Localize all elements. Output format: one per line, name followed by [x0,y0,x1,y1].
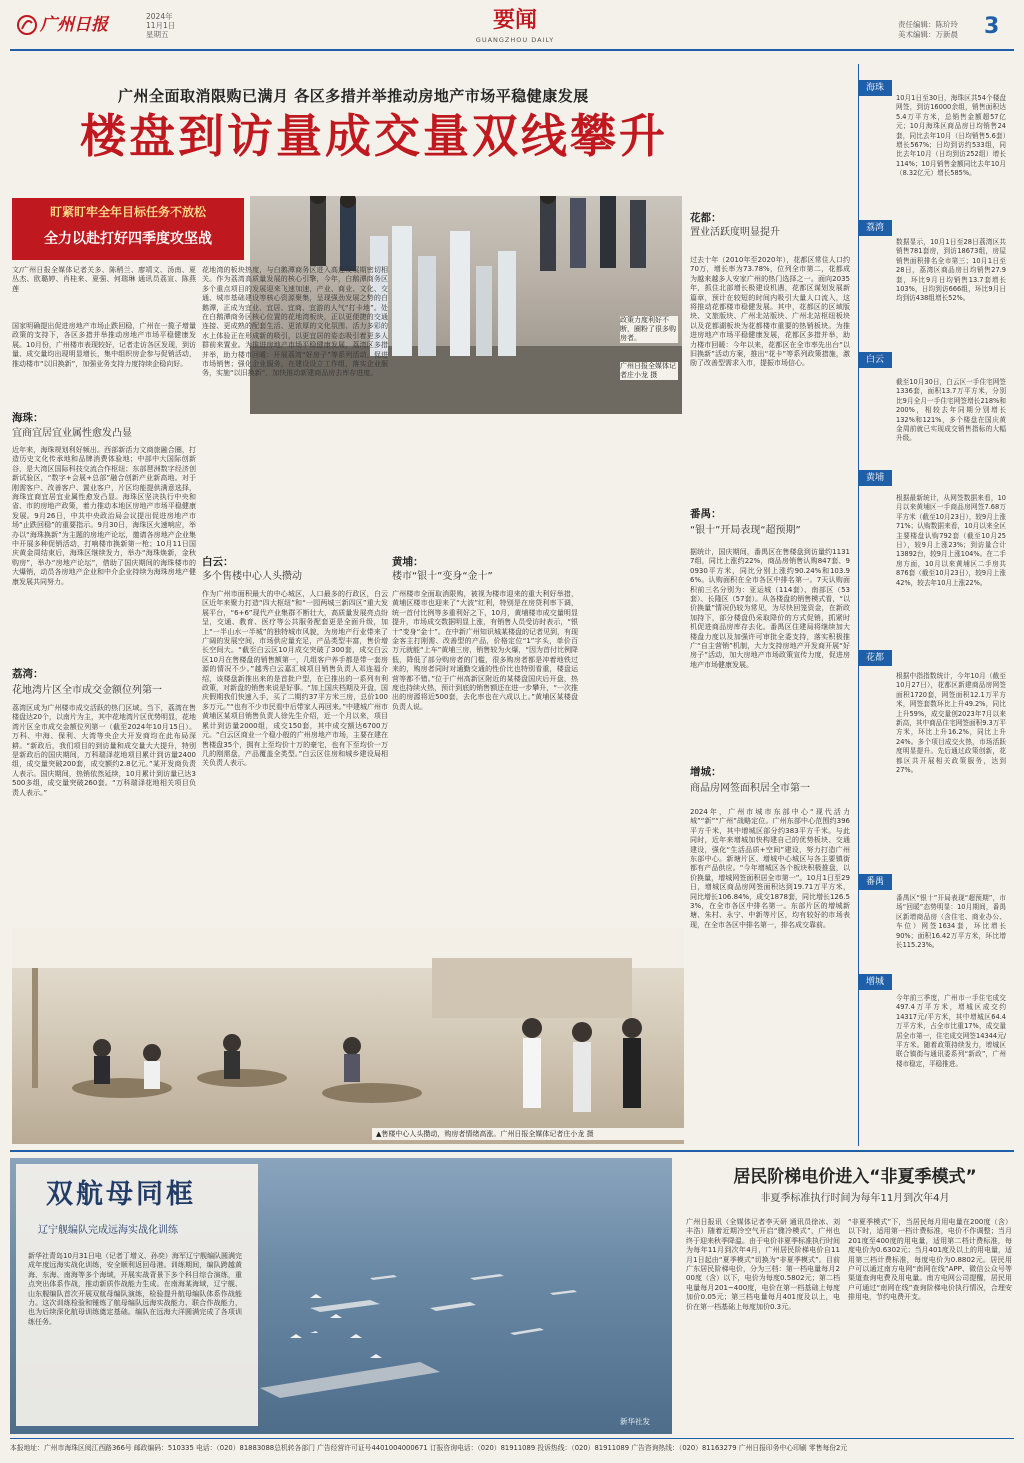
issue-date [146,12,175,39]
carrier-subtitle: 辽宁舰编队完成远海实战化训练 [38,1225,178,1236]
section-body-liwan: 荔湾区成为广州楼市成交活跃的热门区域。当下，荔湾在售楼盘达20个，以南片为主，其中花地湾片区优势明显，花地湾片区全市成交金额位列第一（截至2024年10月15日）。万科、中海、保利、大湾等央企大开发商均在此布局深耕。“新政后，我们项目的到访量和成交量大大提升，特别是新政后的国庆期间，万科瑞泽花地项目累计到访量2400组，成交量突破200套，成交额约2.8亿元。”某开发商负责人表示。国庆期间，热销依然延续，10月累计到访量已达3500多组，成交量突破260套。“万科瑞泽花地相关项目负责人表示。” [12,704,196,797]
sidebar-item-panyu [858,874,1006,964]
footer-info: 本报地址：广州市海珠区阅江西路366号 邮政编码：510335 电话：（020）81883088总机转各部门 广告经营许可证号4401004000671 订报咨询电话：（020）81911089 投诉热线：（020）81911089 广告咨询热线：（020）81163279 广州日报印务中心印刷 零售每份2元 [10,1444,848,1452]
sidebar-item-zengcheng [858,974,1006,1144]
banner-line-1: 盯紧盯牢全年目标任务不放松 [49,205,206,219]
sales-center-illustration [12,928,684,1144]
section-body-huadu: 过去十年（2010年至2020年），花都区常住人口约70万，增长率为73.78%，位列全市第二，花都成为越来越多人安家广州的热门选择之一。面向2035年，抓住北部增长极建设机遇，花都区谋划发展新篇章，预计在较短的时间内吸引大量人口流入，这将推动花都楼市稳健发展。其中，花都区的区域版块、文旅版块、广州北站版块、广州北站枢纽板块以及花都湖板块为花都楼市重要的热销板块。为推进房地产市场平稳健康发展，花都区多措并举，助力楼市回暖：今年以来，花都区在全市率先出台“以旧换新”活动方案，推出“花卡”等系列政策措施，激励了改善型需求入市，提振市场信心。 [690,256,850,368]
sidebar-text-panyu: 番禺区“银十”开局表现“超预期”，市场“回暖”态势明显：10月期间，番禺区新增商品房（含住宅、商业办公、车位）网签1634套，环比增长90%；面积16.42万平方米，环比增长115.23%。 [896,894,1006,950]
sidebar-tag-liwan: 荔湾 [858,220,892,236]
photo-caption-sales-center: ▲售楼中心人头攒动，购房者情绪高涨。广州日报全媒体记者庄小龙 摄 [372,1128,684,1140]
date-week: 星期五 [146,30,169,39]
sidebar-text-huadu: 根据中指指数统计，今年10月（截至10月27日），花都区新建商品房网签面积1720套，网签面积12.1万平方米，网签套数环比上升49.2%，同比上升59%，成交量创2023年7月以来新高，其中商品住宅网签面积9.3万平方米，环比上升16.2%，同比上升24%。多个项目成交火热，市场活跃度明显提升。先后通过政策创新，花都区共开展相关政策服务，达到27%。 [896,672,1006,775]
power-body-2: “非夏季模式”下，当居民每月用电量在200度（含）以下时，适用第一档计费标准，电价不作调整；当月201度至400度的用电量，适用第二档计费标准，每度电价为0.6302元；当月401度及以上的用电量，适用第三档计费标准，每度电价为0.8802元。居民用户可以通过南方电网“南网在线”APP、微信公众号等渠道查询电费及用电量。南方电网公司提醒，居民用户可通过“南网在线”查询阶梯电价执行情况，合理安排用电，节约电费开支。 [848,1218,1012,1302]
photo-credit-top: 广州日报全媒体记者庄小龙 摄 [620,362,676,379]
power-title: 居民阶梯电价进入“非夏季模式” [733,1167,977,1187]
logo [16,14,126,36]
designer-credit: 美术编辑：万新晨 [898,30,958,39]
sidebar-item-haizhu [858,72,1006,212]
lead-headline: 楼盘到访量成交量双线攀升 [80,109,668,163]
campaign-banner [12,198,244,260]
carrier-text-panel [16,1164,258,1426]
banner-line-2: 全力以赴打好四季度攻坚战 [44,231,212,247]
sidebar-text-haizhu: 10月1日至30日，海珠区共54个楼盘网签，到访16000余组，销售面积达5.4万平方米，总销售金额超57亿元；10月海珠区商品房日均销售24套，同比去年10月（日均销售5.6套）增长567%；日均到访约533组，同比去年10月（日均到访252组）增长114%；10月销售金额同比去年10月（8.32亿元）增长585%。 [896,94,1006,178]
section-district-liwan: 荔湾： [12,668,44,680]
photo-sales-center [12,928,684,1144]
sidebar-text-baiyun: 截至10月30日，白云区一手住宅网签1336套，面积13.7万平方米，分别比9月全月一手住宅网签增长218%和200%，相较去年同期分别增长132%和121%，多个楼盘在国庆黄金周前就已实现成交销售指标的大幅升级。 [896,378,1006,443]
section-body-liwan-cont: 花地湾的板块热度，与白鹅潭商务区进入高速发展期密切相关。作为荔湾高质量发展的核心引擎，今年，白鹅潭商务区多个重点项目的发展迎来飞速加速，产业、商业、文化、交通、城市基础建设等核心资源聚集，呈现强劲发展之势的白鹅潭，正成为宜业、宜居、宜商、宜游的人气“打卡地”。处在白鹅潭商务区核心位置的花地湾板块，正以更便捷的交通连接、更成熟的配套生活、更浓厚的文化氛围、活力多彩的水上体验正在形成新的吸引，以更宜居的姿态吸引着更多人群前来置业。为推进房地产市场平稳健康发展，荔湾区多措并举，助力楼市回暖：开展荔湾“好房子”等系列活动，促进市场销售；强化企业服务，在建设设立工作组，落实企业服务，实施“以旧换新”，加快推动新建商品房去库存进度。 [202,266,388,378]
lead-kicker: 广州全面取消限购已满月 各区多措并举推动房地产市场平稳健康发展 [118,87,589,105]
sidebar-tag-panyu: 番禺 [858,874,892,890]
section-title-baiyun: 多个售楼中心人头攒动 [202,571,302,582]
carrier-title: 双航母同框 [46,1179,196,1210]
section-body-haizhu: 近年来，海珠规划利好频出。西部新活力文商旅融合圈，打造历史文化传承地和品牌消费体验地；中部中大国际创新谷，是大湾区国际科技交流合作枢纽；东部琶洲数字经济创新试验区，“数字+会展+总部”融合创新产业新高地。对于刚需客户、改善客户、置业客户，片区均能提供满意选择，海珠宜商宜居宜业属性愈发凸显。海珠区坚决执行中央和省、市的房地产政策，着力推动本地区房地产市场平稳健康发展。9月26日，中共中央政治局会议提出促进房地产市场“止跌回稳”的重要指示。9月30日，海珠区火速响应，举办以“海珠换新”为主题的房地产论坛，邀请各房地产企业集中开展多种促销活动，打响楼市换新第一枪；10月11日国庆黄金周结束后，海珠区继续发力，举办“海珠焕新，金秋购房”，举办“房地产论坛”，借助了国庆期间的海珠楼市的大爆销，动员各房地产企业和中介企业持续为海珠房地产健康发展共同努力。 [12,446,196,586]
section-district-huadu: 花都： [690,212,722,224]
sidebar-item-huangpu [858,470,1006,640]
carrier-body: 新华社青岛10月31日电（记者丁增义、孙奕）海军辽宁舰编队圆满完成年度远海实战化训练，安全顺利返回母港。训练期间，编队跨越黄海、东海、南海等多个海域，开展实战背景下多个科目综合演练，重点突出体系作战，推动新质作战能力生成。在南海某海域，辽宁舰、山东舰编队首次开展双航母编队演练，检验提升航母编队体系作战能力。这次训练检验和锤炼了航母编队远海实战能力、联合作战能力，也为后续深化航母训练奠定基础。编队在远海大洋圆满完成了各项训练任务。 [28,1252,242,1326]
sidebar-item-huadu [858,650,1006,820]
carrier-photo-credit: 新华社发 [620,1417,650,1426]
section-body-panyu: 据统计，国庆期间，番禺区在售楼盘到访量约11317组，同比上涨约22%，商品房销售认购847套、90930平方米，同比分别上涨约90.24%和103.96%。认购面积在全市各区中排名第一。7天认购面积前三名分别为：亚运城（114套）、南部区（53套）、长隆区（57套）。从各楼盘的销售模式看，“以价换量”情况仍较为常见，为尽快回笼资金，在新政加持下，部分楼盘仍采取降价的方式促销，抓紧时机促进商品房库存去化。番禺区住建局将继续加大楼盘力度以及加强许可审批全委支持，落实积极推广“自主营销”机制，大力支持房地产开发商开展“好房子”活动，加大房地产市场政策宣传力度，促进房地产市场健康发展。 [690,548,850,669]
sidebar-tag-huangpu: 黄埔 [858,470,892,486]
section-district-panyu: 番禺： [690,508,722,520]
page-number: 3 [984,14,1000,39]
photo-note-top: 政策力度利好不断，圈粉了很多购房者。 [620,316,676,342]
lead-intro: 国家明确提出促进房地产市场止跌回稳，广州在一揽子增量政策的支持下，各区多措并举推动房地产市场平稳健康发展。10月份，广州楼市表现较好，记者走访各区发现，到访量、成交量均出现明显增长，集中组织房企参与促销活动，推动楼市“以旧换新”，加强业务支持力度持续企稳向好。 [12,322,196,368]
sidebar-tag-huadu: 花都 [858,650,892,666]
section-body-huangpu: 广州楼市全面取消限购，被视为楼市迎来的重大利好举措，黄埔区楼市也迎来了“大波”红利，特别是在房贷利率下调，统一首付比例等多重利好之下，10月，黄埔楼市成交量明显提升，市场成交数据明显上涨，有销售人员受访时表示，“银十”变身“金十”。在中新广州知识城某楼盘的记者见到，有现金客主打刚需、改善型的产品，价格定位“1”字头，单价百万元就能“上车”黄埔三房，销售较为火爆，“因为首付比例降低，降低了部分购房者的门槛，很多购房者都是冲着地铁过来的，购房者同时对通勤交通的性价比也特别看重，楼盘运营等都不错。”位于广州高新区附近的某楼盘国庆后开盘，热度也持续火热，预计到底的销售额还在进一步攀升，“一次推出的房源将近500套，去化率也在六成以上。”黄埔区某楼盘负责人说。 [392,590,578,711]
section-divider [10,1150,1014,1152]
section-district-baiyun: 白云： [202,556,234,568]
masthead-rule [10,49,1014,51]
section-district-huangpu: 黄埔： [392,556,424,568]
section-title-huadu: 置业活跃度明显提升 [690,227,780,238]
lead-byline: 文/广州日报全媒体记者关多、陈稍兰、廖靖文、汤南、夏丛杰、欧璐婷、肖桂来、夏强、何瑞琳 通讯员荔宣、陈燕莲 [12,266,196,293]
section-body-baiyun: 作为广州市面积最大的中心城区，人口最多的行政区，白云区近年来聚力打造“四大枢纽”和“一园两城三新四区”重大发展平台，“6+6”现代产业集群不断壮大，高质量发展亮点纷呈，交通、教育、医疗等公共服务配套更是全面升级，加上“一半山水一半城”的独特城市风貌，为房地产行业带来了广阔的发展空间，市场供应量充足，产品类型丰富，售价增长空间大。“截至白云区10月成交突破了300套，成交白云区10月在售楼盘的销售额第一，几组客户养手都是带一套房源的情况不少。”越秀白云嘉汇城项目销售负责人邓连福介绍，该楼盘新推出来的是首批户型，在已推出的一系列有利政策，对新盘的销售来说是好事。“加上国庆档期及开盘，国庆假期我们快速入手，买了二期约37平方米三房，总价100多万元。”“也有不少市民看中后带家人再回来。”中建城广州市黄埔区某项目销售负责人徐先生介绍，近一个月以来，项目累计到访量2000组，成交150套，其中成交额达6700万元。“白云区商业一个稳小般的广州房地产市场，主要在建在售楼盘35个，拥有上至均价十万的豪宅，也有下至均价一万几的刚需盘，产品覆盖全类型。”白云区住房和城乡建设局相关负责人表示。 [202,590,388,768]
section-title-panyu: “银十”开局表现“超预期” [690,525,801,536]
logo-emblem-icon [16,14,38,36]
power-body-1: 广州日报讯（全媒体记者李天研 通讯员徐冰、刘丰浩）随着近期冷空气开启“骤冷模式”，广州也终于迎来秋季降温。由于电价非夏季标准执行时间为每年11月到次年4月，广州居民阶梯电价自11月1日起由“夏季模式”切换为“非夏季模式”。目前广东居民阶梯电价，分为三档：第一档电量每月200度（含）以下，电价为每度0.5802元；第二档电量每月201~400度，电价在第一档基础上每度加价0.05元；第三档电量每月401度及以上，电价在第一档基础上每度加价0.3元。 [686,1218,840,1311]
section-name-en: GUANGZHOU DAILY [475,36,555,44]
masthead [0,0,1024,52]
sidebar-text-liwan: 数据显示，10月1日至28日荔湾区共销售781套房，到访18673组，房屋销售面积排名全市第三；10月1日至28日，荔湾区商品房日均销售27.9套，环比9月日均销售13.7套增长103%，日均到访666组，环比9月日均到访438组增长52%。 [896,238,1006,303]
sidebar-item-baiyun [858,352,1006,472]
section-title-haizhu: 宜商宜居宜业属性愈发凸显 [12,428,132,439]
logo-text: 广州日报 [40,15,108,35]
section-title-huangpu: 楼市“银十”变身“金十” [392,571,493,582]
sidebar-tag-baiyun: 白云 [858,352,892,368]
section-name: 要闻 [492,7,537,33]
section-title-liwan: 花地湾片区全市成交金额位列第一 [12,685,162,696]
footer-rule [10,1438,1014,1439]
date-year: 2024年 [146,12,173,21]
section-district-zengcheng: 增城： [690,766,722,778]
sidebar-tag-haizhu: 海珠 [858,80,892,96]
editor-credit: 责任编辑：陈玠玲 [898,20,958,29]
editor-credits [898,20,958,40]
sidebar-item-liwan [858,220,1006,360]
section-district-haizhu: 海珠： [12,412,44,424]
sidebar-text-zengcheng: 今年前三季度，广州市一手住宅成交497.4万平方米，增城区成交约14317元/平方米，其中增城区64.4万平方米，占全市比重17%，成交量居全市第一，住宅成交网签14344元/平方米。随着政策持续发力，增城区联合镇街与通讯委系列“新政”，广州楼市稳定，平稳推进。 [896,994,1006,1068]
section-body-zengcheng: 2024年，广州市城市东部中心“现代活力城”“新”“广州”战略定位。广州东部中心范围约396平方千米，其中增城区部分约383平方千米。与此同时，近年来增城加快构建自己的优势板块、交通建设，强化“生活品质+空间”建设，努力打造广州东部中心。新塘片区、增城中心城区与各主要镇街都有产品供应。“今年增城区各个板块积极推盘，以价换量，增城网签面积居全市第一”。10月1日至29日，增城区商品房网签面积达到19.71万平方米，同比增长106.84%，成交1878套，同比增长126.53%，在全市各区中排名第一。东部片区的增城新塘、朱村、永宁、中新等片区，均有较好的市场表现，在全市各区中排名第一，排名成交靠前。 [690,808,850,929]
sidebar-text-huangpu: 根据最新统计，从网签数据来看，10月以来黄埔区一手商品房网签7.68万平方米（截至10月23日），较9月上涨71%；认购数据来看，10月以来全区主要楼盘认购792套（截至10月25日），较9月上涨23%；到访量合计13892台，较9月上涨104%。在二手房方面，10月以来黄埔区二手房共876套（截至10月23日），较9月上涨42%，较去年10月上涨22%。 [896,494,1006,587]
date-day: 11月1日 [146,21,176,30]
section-title-zengcheng: 商品房网签面积居全市第一 [690,783,810,794]
sidebar-tag-zengcheng: 增城 [858,974,892,990]
power-subtitle: 非夏季标准执行时间为每年11月到次年4月 [760,1193,950,1204]
